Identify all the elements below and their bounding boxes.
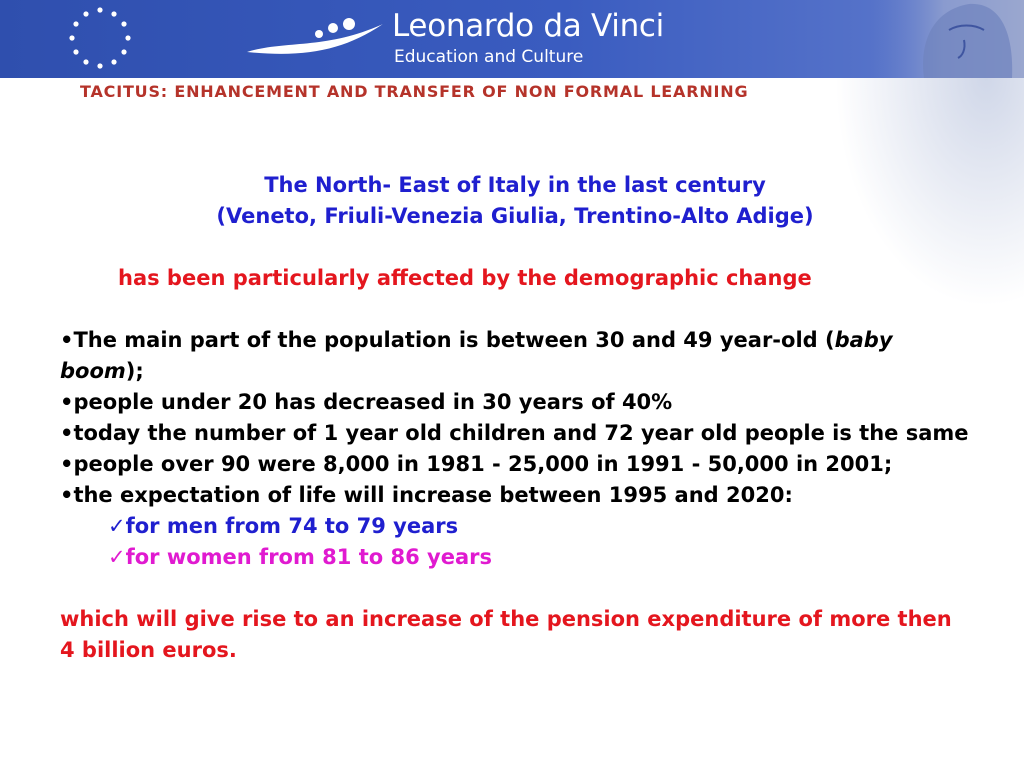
slide-conclusion: which will give rise to an increase of the pension expenditure of more then 4 billion euros.: [60, 607, 952, 662]
header-banner: [0, 0, 1024, 78]
program-subtitle: Education and Culture: [394, 47, 584, 67]
bullet-item: •people under 20 has decreased in 30 years of 40%: [60, 390, 673, 414]
slide-title-line-2: (Veneto, Friuli-Venezia Giulia, Trentino-Alto Adige): [216, 204, 814, 228]
slide-content: [60, 170, 970, 666]
bullet-icon: •: [60, 390, 74, 414]
bullet-icon: •: [60, 483, 74, 507]
leonardo-swoosh-icon: [245, 10, 385, 70]
program-title: Leonardo da Vinci: [392, 8, 664, 44]
project-title: TACITUS: ENHANCEMENT AND TRANSFER OF NON FORMAL LEARNING: [80, 82, 749, 101]
checkmark-icon: ✓: [108, 514, 126, 538]
slide-title-line-1: The North- East of Italy in the last century: [264, 173, 766, 197]
bullet-item: •people over 90 were 8,000 in 1981 - 25,000 in 1991 - 50,000 in 2001;: [60, 452, 893, 476]
bullet-icon: •: [60, 452, 74, 476]
bullet-item: •today the number of 1 year old children and 72 year old people is the same: [60, 421, 969, 445]
bullet-icon: •: [60, 421, 74, 445]
bullet-icon: •: [60, 328, 74, 352]
checkmark-icon: ✓: [108, 545, 126, 569]
emphasis-text: baby boom: [60, 328, 893, 383]
portrait-image: [864, 0, 1024, 78]
slide-subtitle: has been particularly affected by the demographic change: [118, 266, 812, 290]
bullet-item: •the expectation of life will increase between 1995 and 2020:: [60, 483, 793, 507]
bullet-item: •The main part of the population is between 30 and 49 year-old (baby boom);: [60, 328, 893, 383]
eu-stars-icon: [60, 4, 140, 76]
check-item-women: ✓for women from 81 to 86 years: [108, 545, 492, 569]
check-item-men: ✓for men from 74 to 79 years: [108, 514, 459, 538]
